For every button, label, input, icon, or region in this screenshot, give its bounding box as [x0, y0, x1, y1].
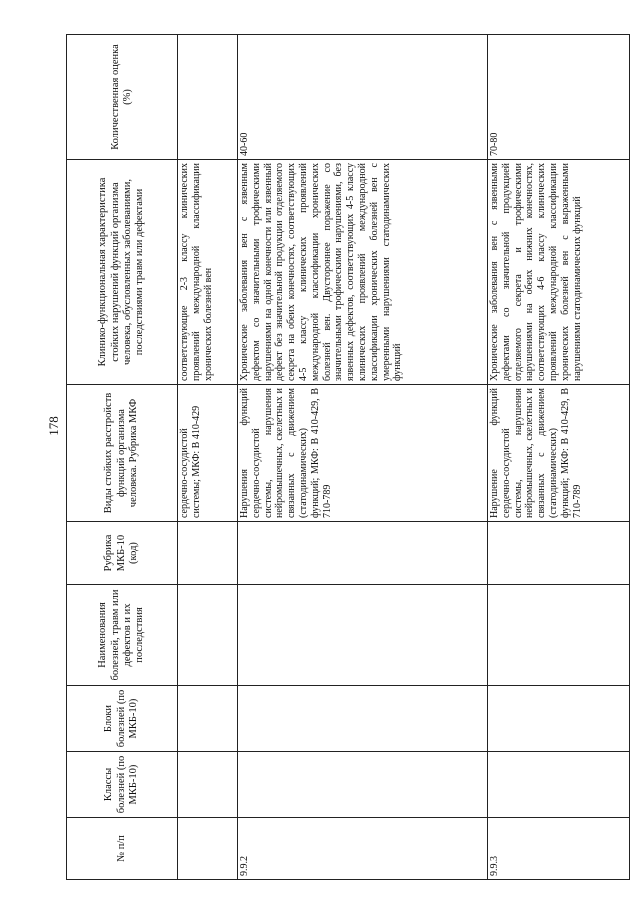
table-row [178, 35, 238, 880]
row-disease-class [178, 752, 238, 818]
header-function-type: Виды стойких расстройств функций организма человека. Рубрика МКФ [67, 385, 178, 522]
row-percent: 70-80 [488, 35, 630, 160]
row-clinical-characteristic: Хронические заболевания вен с язвенными дефектами со значительной продукцией отделяемого секрета и трофическими нарушениями на обеих нижних конечностях, соответствующих 4-6 классу клинических проявлений международной классификации хронических болезней вен с выраженными нарушениями статодинамических функций [488, 160, 630, 385]
row-icd-code [238, 522, 488, 585]
row-function-type: сердечно-сосудистой системы; МКФ: В 410-429 [178, 385, 238, 522]
header-disease-block: Блоки болезней (по МКБ-10) [67, 686, 178, 752]
header-row [67, 35, 178, 880]
row-number: 9.9.3 [488, 818, 630, 880]
row-function-type: Нарушения функций сердечно-сосудистой системы, нарушения нейромышечных, скелетных и связанных с движением (статодинамических) функций; МКФ: В 410-429, В 710-789 [238, 385, 488, 522]
table-row [238, 35, 488, 880]
row-disease-name [488, 585, 630, 686]
row-disease-class [488, 752, 630, 818]
header-clinical-characteristic: Клинико-функциональная характеристика стойких нарушений функций организма человека, обусловленных заболеваниями, последствиями травм или дефектами [67, 160, 178, 385]
document-table-rotated [66, 35, 630, 880]
header-quantitative-assessment: Количественная оценка (%) [67, 35, 178, 160]
row-disease-block [488, 686, 630, 752]
row-icd-code [488, 522, 630, 585]
row-disease-class [238, 752, 488, 818]
header-number: № п/п [67, 818, 178, 880]
row-icd-code [178, 522, 238, 585]
row-disease-name [178, 585, 238, 686]
header-disease-name: Наименования болезней, травм или дефектов и их последствия [67, 585, 178, 686]
row-function-type: Нарушение функций сердечно-сосудистой системы, нарушения нейромышечных, скелетных и связанных с движением (статодинамических) функций; МКФ: В 410-429, В 710-789 [488, 385, 630, 522]
header-disease-class: Классы болезней (по МКБ-10) [67, 752, 178, 818]
row-disease-block [178, 686, 238, 752]
row-percent: 40-60 [238, 35, 488, 160]
row-number [178, 818, 238, 880]
row-percent [178, 35, 238, 160]
table-row [488, 35, 630, 880]
row-number: 9.9.2 [238, 818, 488, 880]
page-number: 178 [46, 416, 61, 436]
header-icd-code: Рубрика МКБ-10 (код) [67, 522, 178, 585]
classification-table [66, 34, 630, 880]
row-clinical-characteristic: соответствующие 2-3 классу клинических проявлений международной классификации хронических болезней вен [178, 160, 238, 385]
row-disease-block [238, 686, 488, 752]
row-disease-name [238, 585, 488, 686]
row-clinical-characteristic: Хронические заболевания вен с язвенным дефектом со значительными трофическими нарушениями на одной конечности или язвенный дефект без значительной продукции отделяемого секрета на обеих конечностях, соответствующих 4-5 классу клинических проявлений международной классификации хронических болезней вен. Двустороннее поражение со значительными трофическими нарушениями, без язвенных дефектов, соответствующих 4-5 классу клинических проявлений международной классификации хронических болезней вен с умеренными нарушениями статодинамических функций [238, 160, 488, 385]
